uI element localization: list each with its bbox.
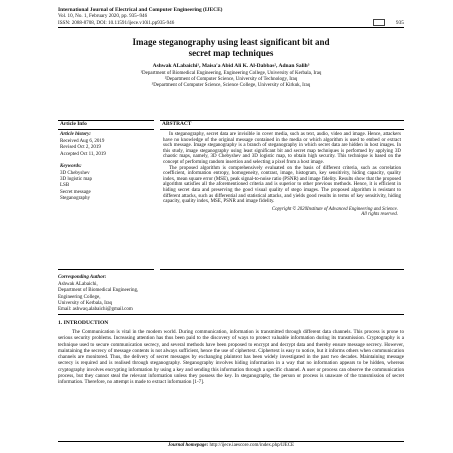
corresponding-heading: Corresponding Author: — [58, 275, 107, 280]
history-heading: Article history: — [60, 132, 91, 137]
keyword: LSB — [60, 183, 70, 189]
keywords-heading: Keywords: — [60, 163, 82, 169]
keyword: Steganography — [60, 195, 90, 201]
keyword: 3D Chebyshev — [60, 171, 90, 177]
affiliations — [58, 71, 404, 89]
copyright-notice — [163, 207, 401, 218]
article-info-heading: Article Info — [58, 121, 154, 130]
journal-volume: Vol. 10, No. 1, February 2020, pp. 935~946 — [58, 13, 148, 20]
article-info-box — [58, 120, 154, 270]
abstract-paragraph-1: In steganography, secret data are invisible in cover media, such as text, audio, video and image. Hence, attackers have no knowledge of the original message contained in the media or which algorithm is used to embed or extract such message. Image steganography is a branch of steganography in which secret data are hidden in host images. In this study, image steganography using least significant bit and secret map techniques is performed by applying 3D chaotic maps, namely, 3D Chebyshev and 3D logistic map, to obtain high security. This technique is based on the concept of performing random insertion and selecting a pixel from a host image. — [163, 132, 401, 165]
footer-url[interactable]: http://ijece.iaescore.com/index.php/IJECE — [209, 443, 295, 448]
history-revised: Revised Oct 2, 2019 — [60, 145, 101, 151]
abstract-heading: ABSTRACT — [160, 121, 404, 130]
header-mark — [373, 19, 385, 26]
history-list — [60, 139, 152, 158]
copyright-line-2: All rights reserved. — [361, 212, 398, 218]
page-number: 935 — [395, 20, 404, 26]
history-received: Received Aug 6, 2019 — [60, 139, 105, 145]
corresponding-line: Engineering College, — [58, 294, 101, 300]
title-line-2: secret map techniques — [188, 47, 274, 58]
corresponding-author — [58, 275, 188, 313]
introduction-heading: 1. INTRODUCTION — [58, 320, 109, 326]
title-line-1: Image steganography using least significant bit and — [132, 37, 330, 47]
journal-issn: ISSN: 2088-8708, DOI: 10.11591/ijece.v10i1.pp935-946 — [58, 19, 175, 26]
paper-title — [58, 37, 404, 58]
affiliation-1: ¹Department of Biomedical Engineering, Engineering College, University of Kerbala, Iraq — [140, 71, 322, 76]
corresponding-line: Ashwak ALabaichi, — [58, 282, 98, 288]
corresponding-line: University of Kerbala, Iraq — [58, 300, 113, 306]
footer-rule — [58, 441, 404, 442]
history-accepted: Accepted Oct 11, 2019 — [60, 151, 106, 157]
affiliation-3: ³Department of Computer Science, Science College, University of Kirkuk, Iraq — [151, 83, 311, 88]
journal-header — [58, 7, 408, 26]
introduction-paragraph: The Communication is vital in the modern world. During communication, information is transmitted through different data channels. This process is prone to serious security problems. Increasing attention has thus been paid to the discovery of ways to protect valuable information during its transmission. Cryptography is a technique used to secure communication secrecy, and several methods have been proposed to encrypt and decrypt data and thereby ensure message secrecy. However, maintaining the secrecy of message contents is not always sufficient, hence the use of ciphertext. Ciphertext is easy to notice, but it informs others when communication channels are monitored. Thus, the delivery of secret messages by exchanging plaintext has been widely investigated in the past two decades. Maintaining message secrecy is required and is realised through steganography. Steganography involves hiding information in a way that no information appears to be hidden, whereas cryptography involves encrypting information by using a key and sending this information through a specific channel. A user or process can observe the communication process, but they cannot steal the relevant information unless they possess the key. In steganography, the person or process is unaware of the transmission of secret information. Therefore, no attempt is made to extract information [1-7]. — [58, 329, 404, 386]
keyword: 3D logistic map — [60, 177, 92, 183]
keywords-list — [60, 171, 152, 202]
header-rule — [58, 27, 404, 28]
keyword: Secret message — [60, 189, 91, 195]
journal-footer — [58, 443, 404, 448]
footer-label: Journal homepage: — [167, 443, 209, 448]
abstract-paragraph-2: The proposed algorithm is comprehensively evaluated on the basis of different criteria, such as correlation coefficient, information entropy, homogeneity, contrast, image, histogram, key sensitivity, hiding capacity, quality index, mean square error (MSE), peak signal-to-noise ratio (PSNR) and image fidelity. Results show that the proposed algorithm satisfies all the aforementioned criteria and is superior to other previous methods. Hence, it is efficient in hiding secret data and preserving the good visual quality of stego images. The proposed algorithm is resistant to different attacks, such as differential and statistical attacks, and yields good results in terms of key sensitivity, hiding capacity, quality index, MSE, PSNR and image fidelity. — [163, 165, 401, 205]
affiliation-2: ²Department of Computer Science, University of Technology, Iraq — [164, 77, 298, 82]
section-rule — [58, 314, 404, 315]
introduction-section — [58, 329, 404, 386]
journal-name: International Journal of Electrical and Computer Engineering (IJECE) — [58, 7, 223, 13]
corresponding-line: Department of Biomedical Engineering, — [58, 288, 139, 294]
abstract-box — [160, 120, 404, 270]
copyright-line-1: Copyright © 2020Institute of Advanced Engineering and Science. — [271, 206, 398, 212]
corresponding-email: Email: ashwaq.alabaichi@gmail.com — [58, 307, 133, 313]
authors: Ashwak ALabaichi¹, Maisa'a Abid Ali K. Al-Dabbas², Adnan Salih³ — [152, 63, 310, 69]
